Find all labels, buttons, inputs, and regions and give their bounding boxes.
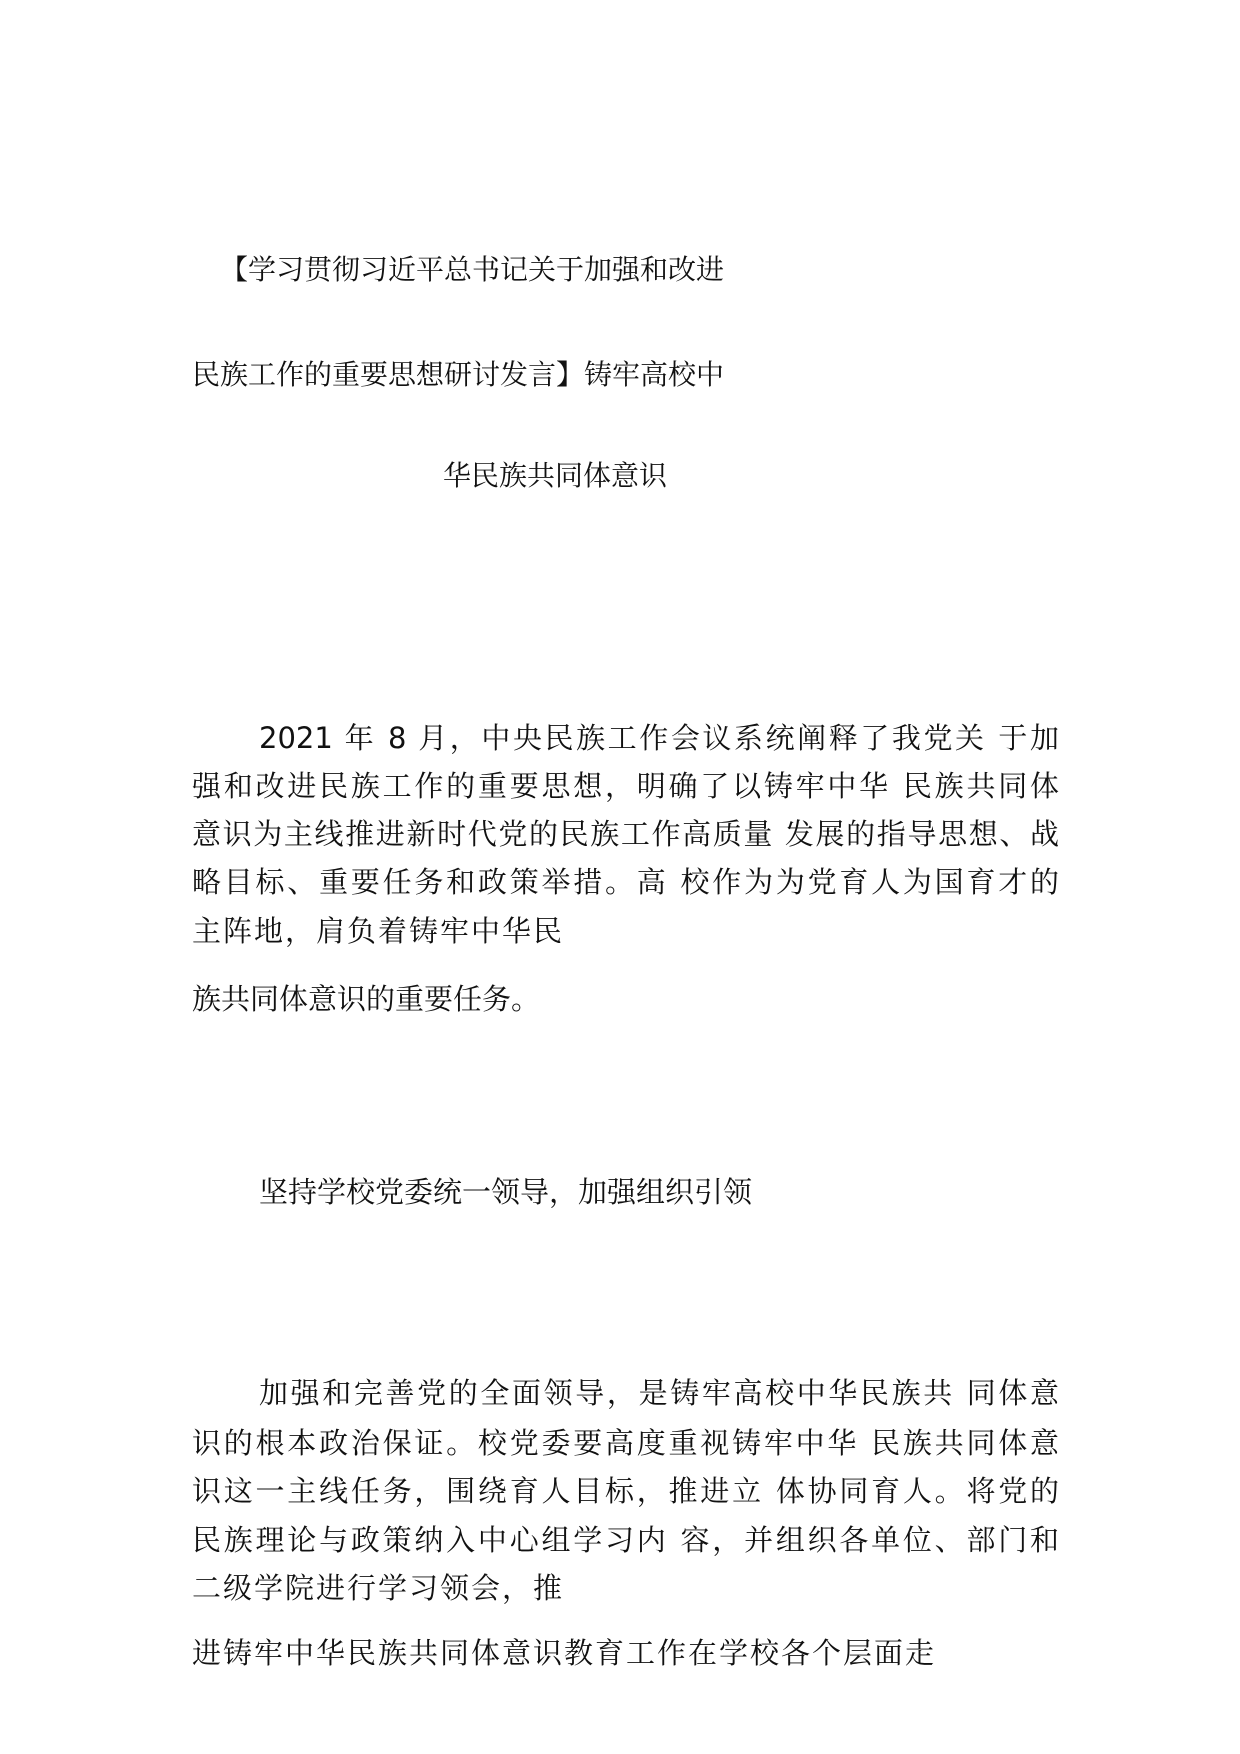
paragraph-line: 主阵地，肩负着铸牢中华民	[192, 914, 565, 948]
paragraph-line: 意识为主线推进新时代党的民族工作高质量 发展的指导思想、战	[192, 817, 1059, 851]
paragraph-line: 略目标、重要任务和政策举措。高 校作为为党育人为国育才的	[192, 865, 1059, 899]
paragraph-line: 加强和完善党的全面领导，是铸牢高校中华民族共 同体意	[259, 1376, 1059, 1410]
paragraph-line: 识的根本政治保证。校党委要高度重视铸牢中华 民族共同体意	[192, 1426, 1059, 1460]
paragraph-line: 2021 年 8 月，中央民族工作会议系统阐释了我党关 于加	[259, 721, 1059, 755]
paragraph-line: 族共同体意识的重要任务。	[192, 982, 541, 1016]
paragraph-line: 识这一主线任务，围绕育人目标，推进立 体协同育人。将党的	[192, 1474, 1059, 1508]
paragraph-line: 二级学院进行学习领会，推	[192, 1571, 565, 1605]
title-line: 民族工作的重要思想研讨发言】铸牢高校中	[192, 358, 725, 391]
paragraph-line: 进铸牢中华民族共同体意识教育工作在学校各个层面走	[192, 1636, 937, 1670]
paragraph-line: 强和改进民族工作的重要思想，明确了以铸牢中华 民族共同体	[192, 769, 1059, 803]
title-line: 华民族共同体意识	[443, 459, 668, 492]
section-heading: 坚持学校党委统一领导，加强组织引领	[259, 1175, 753, 1209]
paragraph-line: 民族理论与政策纳入中心组学习内 容，并组织各单位、部门和	[192, 1523, 1059, 1557]
title-line: 【学习贯彻习近平总书记关于加强和改进	[220, 253, 725, 286]
